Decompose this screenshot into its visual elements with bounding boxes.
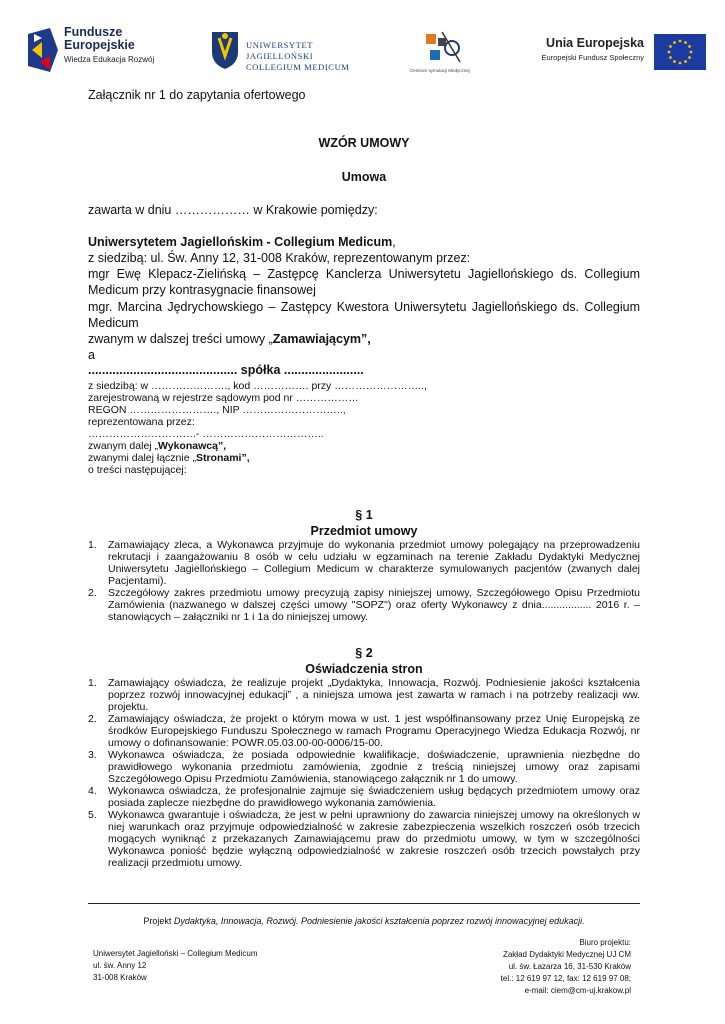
list-item <box>80 785 640 809</box>
eu-star-icon <box>688 56 691 59</box>
fe-line2: Europejskie <box>64 38 135 52</box>
party2-line: REGON ……………………., NIP ……………………….., <box>88 404 346 416</box>
content-of-line: o treści następującej: <box>88 464 187 476</box>
uj-line2: COLLEGIUM MEDICUM <box>246 62 350 72</box>
section1-title: Przedmiot umowy <box>310 524 418 538</box>
project-title: Dydaktyka, Innowacja, Rozwój. Podniesienie jakości kształcenia poprzez rozwój innowacyjnej edukacji. <box>173 916 585 926</box>
footer-right-line: tel.: 12 619 97 12, fax: 12 619 97 08; <box>500 974 631 983</box>
list-item <box>80 677 640 713</box>
party1-alias-line <box>88 331 640 347</box>
footer-email: e-mail: ciem@cm-uj.krakow.pl <box>524 986 631 995</box>
item-text: Wykonawca oświadcza, że profesjonalnie zajmuje się świadczeniem usług będących przedmiotem umowy oraz posiada zaplecze niezbędne do prawidłowego wykonania zamówienia. <box>108 785 640 809</box>
fe-line1: Fundusze <box>64 25 123 39</box>
eu-star-icon <box>669 56 672 59</box>
uj-shield-icon <box>210 30 240 70</box>
party1-line: z siedzibą: ul. Św. Anny 12, 31-008 Kraków, reprezentowanym przez: <box>88 251 471 265</box>
footer-left-line: Uniwersytet Jagielloński – Collegium Medicum <box>93 949 258 958</box>
item-text: Zamawiający oświadcza, że projekt o którym mowa w ust. 1 jest współfinansowany przez Unię Europejską ze środków Europejskiego Funduszu Społecznego w ramach Programu Operacyjnego Wiedza Edukacja Rozwój, nr umowy o dofinansowanie: POWR.05.03.00-00-0006/15-00. <box>108 713 640 749</box>
party1-line: mgr Ewę Klepacz-Zielińską – Zastępcę Kanclerza Uniwersytetu Jagiellońskiego ds. Collegium Medicum przy kontrasygnacie finansowej <box>88 267 640 297</box>
section2-list <box>80 677 640 869</box>
project-pre: Projekt <box>143 916 174 926</box>
ue-logo <box>516 34 706 72</box>
item-number: 3. <box>88 749 97 761</box>
party2-line: reprezentowana przez: <box>88 416 195 428</box>
alias-post: ”, <box>217 440 227 452</box>
list-item <box>80 587 640 623</box>
eu-flag-icon <box>654 34 706 70</box>
eu-star-icon <box>684 41 687 44</box>
alias-post: ”, <box>361 332 371 346</box>
eu-star-icon <box>688 45 691 48</box>
footer-address-left <box>93 948 258 984</box>
fe-flag-icon <box>28 28 58 72</box>
alias-pre: zwanym dalej „ <box>88 440 159 452</box>
fundusze-europejskie-logo <box>28 26 168 76</box>
eu-star-icon <box>679 40 682 43</box>
party1-line: mgr. Marcina Jędrychowskiego – Zastępcy Kwestora Uniwersytetu Jagiellońskiego ds. Collegium Medicum <box>88 300 640 330</box>
party2-line: zarejestrowaną w rejestrze sądowym pod nr ……………… <box>88 392 359 404</box>
item-number: 4. <box>88 785 97 797</box>
party1-name-suffix: , <box>392 235 396 249</box>
ue-line1: Unia Europejska <box>546 36 644 50</box>
section1-list <box>80 539 640 623</box>
item-number: 2. <box>88 713 97 725</box>
footer-left-line: ul. św. Anny 12 <box>93 961 147 970</box>
item-number: 5. <box>88 809 97 821</box>
footer-project <box>88 916 640 926</box>
party2-block <box>88 362 640 476</box>
party2-alias: Wykonawcą <box>158 440 218 452</box>
eu-star-icon <box>673 60 676 63</box>
and-line: a <box>88 348 95 362</box>
section1-para: § 1 <box>355 508 373 522</box>
annex-line: Załącznik nr 1 do zapytania ofertowego <box>88 88 306 102</box>
party2-alias-line <box>88 440 640 452</box>
csm-caption: Centrum symulacji Medycznej <box>410 68 470 73</box>
party1-alias: Zamawiającym <box>272 332 362 346</box>
eu-star-icon <box>669 45 672 48</box>
intro-line: zawarta w dniu ……………… w Krakowie pomiędzy: <box>88 203 378 217</box>
item-number: 1. <box>88 539 97 551</box>
list-item <box>80 809 640 869</box>
section2-title: Oświadczenia stron <box>305 662 423 676</box>
footer-right-line: ul. św. Łazarza 16, 31-530 Kraków <box>508 962 631 971</box>
footer-right-line: Biuro projektu: <box>579 938 631 947</box>
party2-head: ........................................... spółka ....................... <box>88 363 364 377</box>
eu-star-icon <box>668 51 671 54</box>
eu-star-icon <box>679 62 682 65</box>
section2-para: § 2 <box>355 646 373 660</box>
eu-star-icon <box>673 41 676 44</box>
party2-line: z siedzibą: w …………………., kod ……………. przy …………………….., <box>88 380 427 392</box>
alias-pre: zwanym w dalszej treści umowy „ <box>88 332 273 346</box>
footer-address-right <box>501 937 631 997</box>
list-item <box>80 713 640 749</box>
footer-divider <box>88 903 640 904</box>
list-item <box>80 539 640 587</box>
item-number: 1. <box>88 677 97 689</box>
footer-left-line: 31-008 Kraków <box>93 973 147 982</box>
doc-title: WZÓR UMOWY <box>318 136 410 150</box>
eu-star-icon <box>684 60 687 63</box>
alias-post: ”, <box>241 452 250 464</box>
doc-subtitle: Umowa <box>341 170 387 184</box>
footer-right-line: Zakład Dydaktyki Medycznej UJ CM <box>502 950 631 959</box>
party1-name-line <box>88 234 640 250</box>
list-item <box>80 749 640 785</box>
uj-line1: UNIWERSYTET JAGIELLOŃSKI <box>246 40 314 61</box>
item-text: Szczegółowy zakres przedmiotu umowy precyzują zapisy niniejszej umowy, Szczegółowego Opisu Przedmiotu Zamówienia (nazwanego w dalszej części umowy "SOPZ") oraz oferty Wykonawcy z dnia................. 2016 r. – stanowiących – załączniki nr 1 i 1a do niniejszej umowy. <box>108 587 640 623</box>
csm-emblem-icon <box>422 30 466 66</box>
uj-cm-logo <box>210 30 380 74</box>
item-text: Zamawiający zleca, a Wykonawca przyjmuje do wykonania przedmiot umowy polegający na przeprowadzeniu rekrutacji i zaangażowaniu 8 osób w celu udziału w egzaminach na terenie Zakładu Dydaktyki Medycznej Uniwersytetu Jagiellońskiego – Collegium Medicum w charakterze symulowanych pacjentów (zwanych dalej Pacjentami). <box>108 539 640 587</box>
item-text: Wykonawca oświadcza, że posiada odpowiednie kwalifikacje, doświadczenie, uprawnienia niezbędne do prawidłowego wykonania przedmiotu zamówienia, zgodnie z treścią niniejszej umowy oraz zapisami Szczegółowego Opisu Przedmiotu Zamówienia, stanowiącego załącznik nr 1 do umowy. <box>108 749 640 785</box>
parties-alias: Stronami <box>195 452 242 464</box>
csm-logo <box>404 30 484 78</box>
item-number: 2. <box>88 587 97 599</box>
item-text: Zamawiający oświadcza, że realizuje projekt „Dydaktyka, Innowacja, Rozwój. Podniesienie jakości kształcenia poprzez rozwój innowacyjnej edukacji” , a niniejsza umowa jest zawarta w ramach i na potrzeby realizacji ww. projektu. <box>108 677 640 713</box>
party2-line: ………………………….- …………………………….. <box>88 428 324 440</box>
party1-block <box>88 234 640 363</box>
item-text: Wykonawca gwarantuje i oświadcza, że jest w pełni uprawniony do zawarcia niniejszej umowy na określonych w niej warunkach oraz przyjmuje odpowiedzialność w zakresie zabezpieczenia wszelkich roszczeń osób trzecich mogących wyniknąć z przekazanych Zamawiającemu praw do przedmiotu umowy, w tym w szczególności Wykonawca poniość będzie wyłączną odpowiedzialność w zakresie roszczeń osób trzecich powstałych przy realizacji przedmiotu umowy. <box>108 809 640 869</box>
parties-alias-line <box>88 452 640 464</box>
alias-pre: zwanymi dalej łącznie „ <box>88 452 196 464</box>
ue-line2: Europejski Fundusz Społeczny <box>541 53 644 62</box>
eu-star-icon <box>690 51 693 54</box>
party1-name: Uniwersytetem Jagiellońskim - Collegium Medicum <box>88 235 393 249</box>
fe-line3: Wiedza Edukacja Rozwój <box>64 55 155 64</box>
